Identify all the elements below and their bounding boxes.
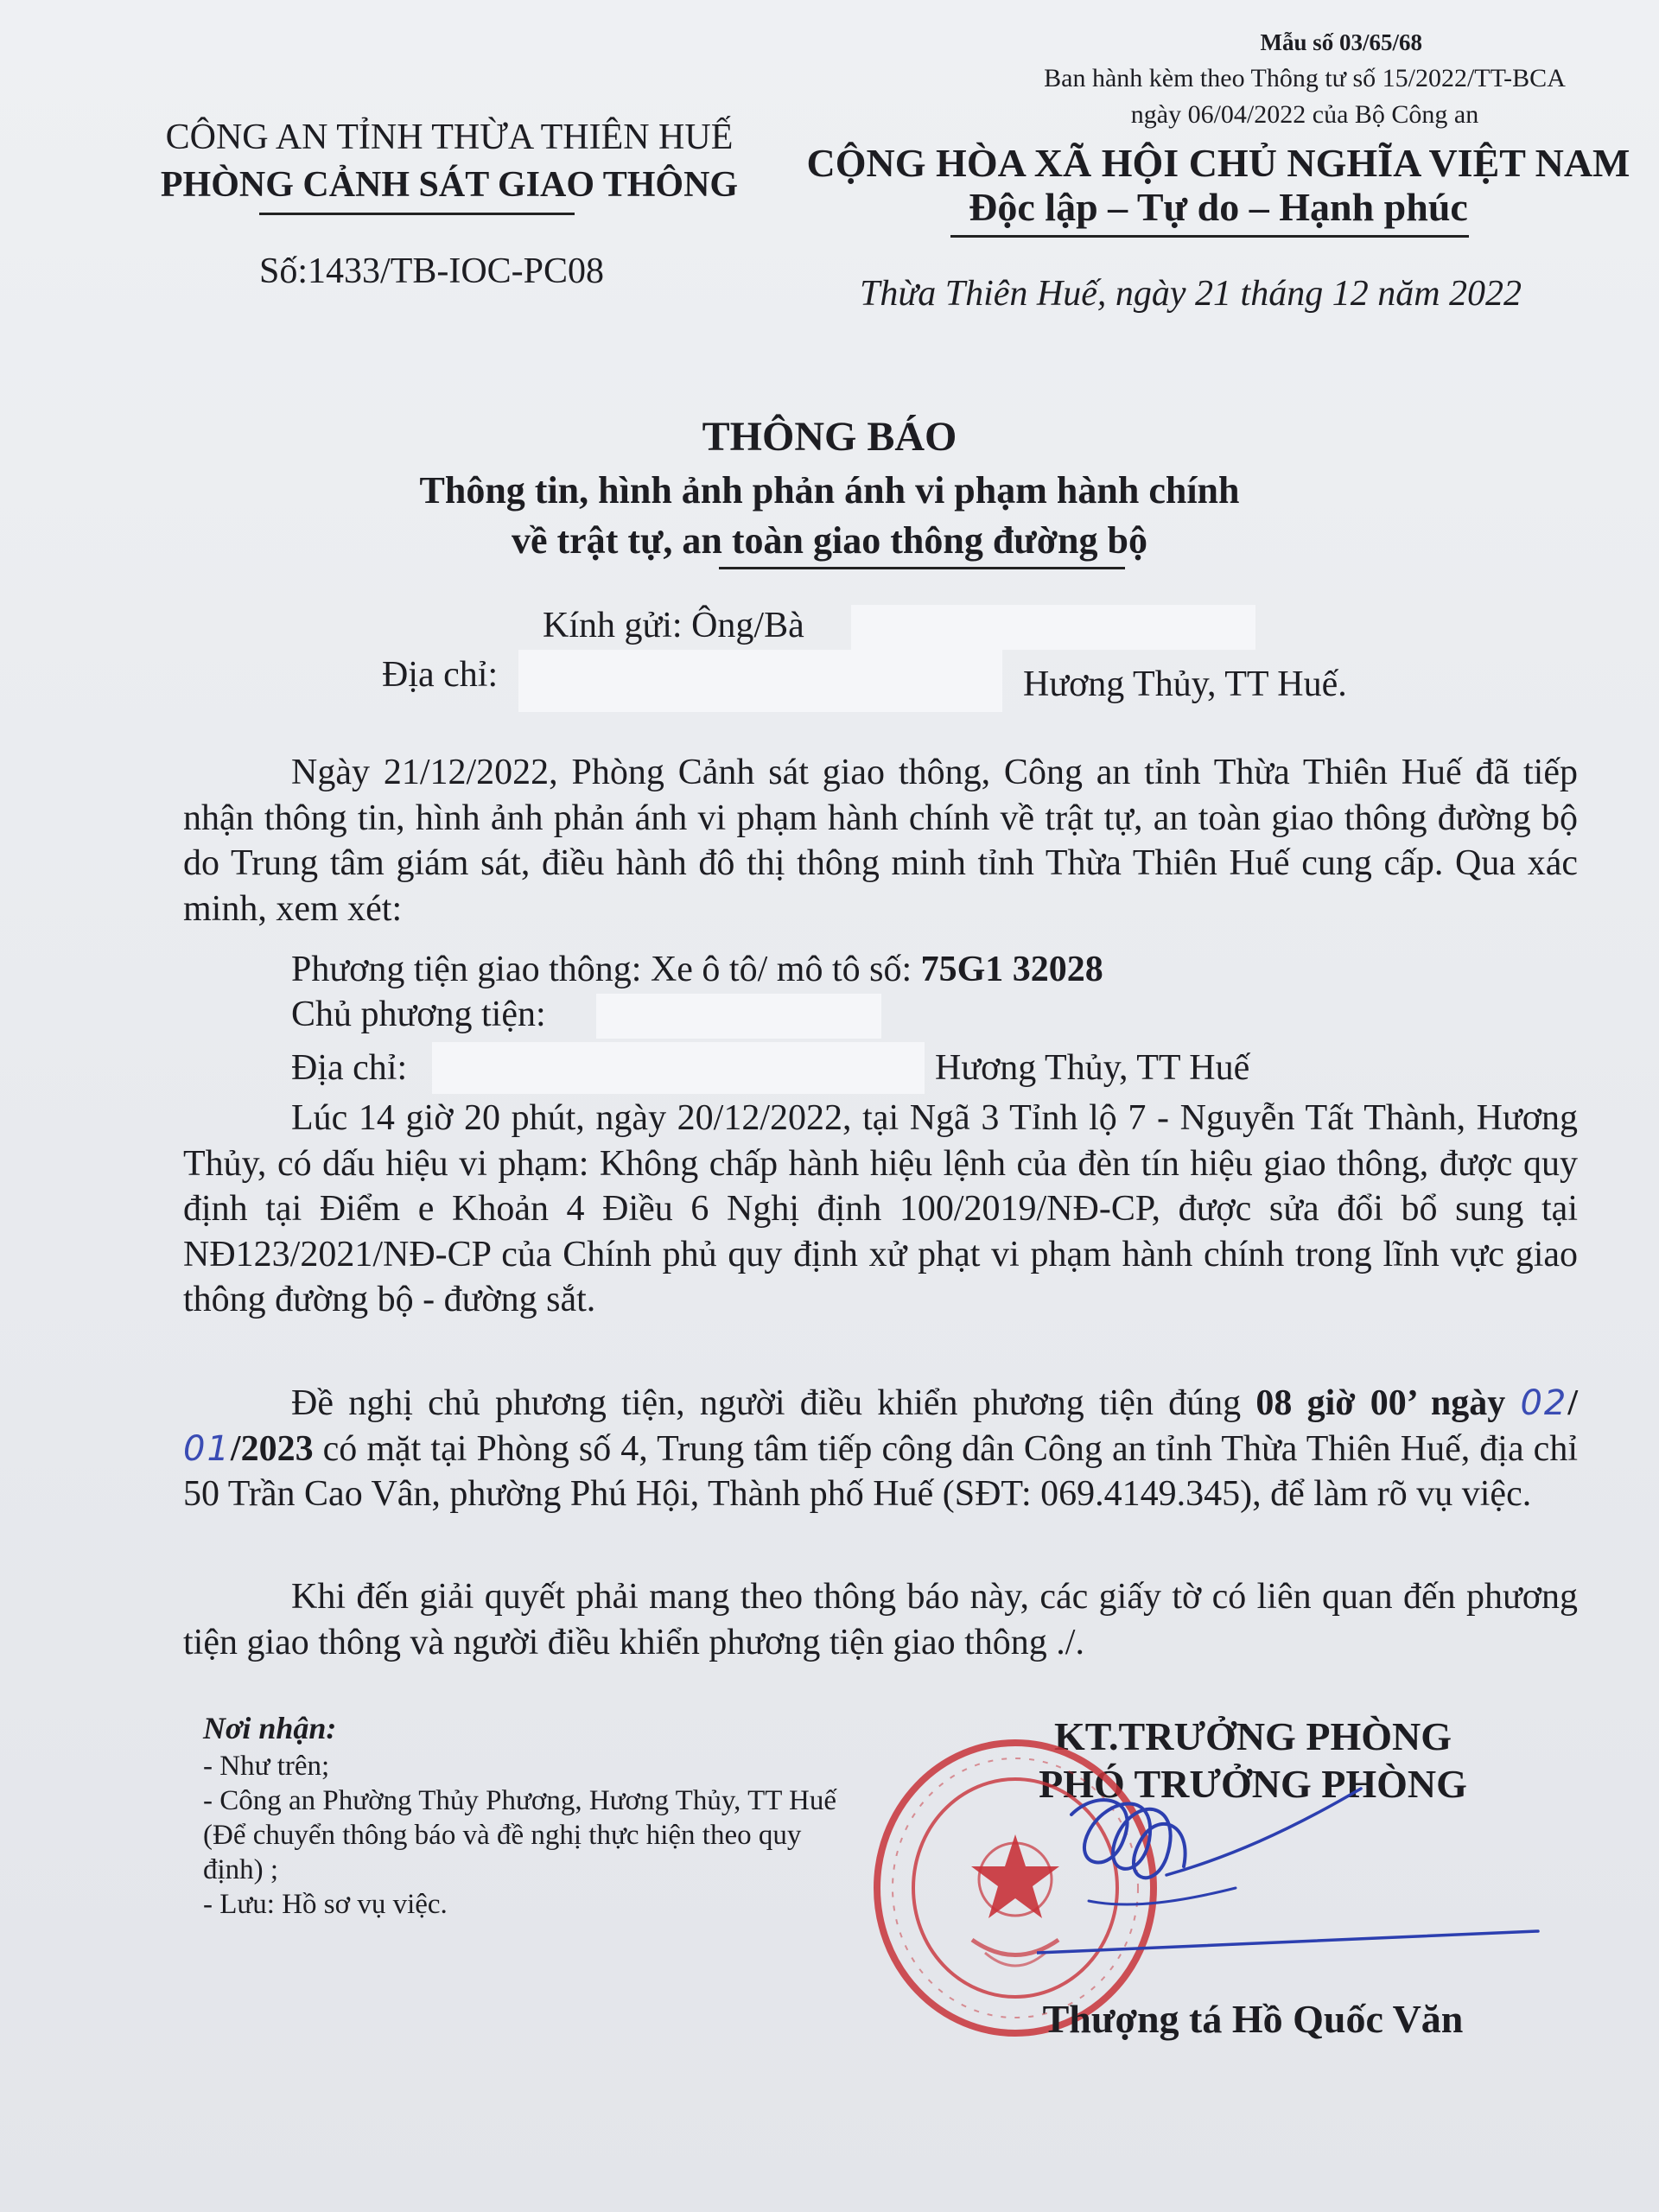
request-suffix: có mặt tại Phòng số 4, Trung tâm tiếp công dân Công an tỉnh Thừa Thiên Huế, địa chỉ 50 Trần Cao Vân, phường Phú Hội, Thành phố Huế (SĐT: 069.4149.345), để làm rõ vụ việc.: [183, 1428, 1578, 1514]
owner-line: [291, 994, 546, 1035]
agency-underline: [259, 213, 575, 215]
document-subtitle-line-2: về trật tự, an toàn giao thông đường bộ: [511, 519, 1147, 562]
signer-name: Thượng tá Hồ Quốc Văn: [1042, 1997, 1464, 2041]
redacted-address: [518, 650, 1002, 712]
form-issued-line-1: Ban hành kèm theo Thông tư số 15/2022/TT-BCA: [1044, 64, 1566, 92]
title-underline: [719, 567, 1125, 569]
addressee-salutation: Kính gửi: Ông/Bà: [543, 606, 804, 645]
intro-paragraph: [183, 750, 1578, 931]
request-prefix: Đề nghị chủ phương tiện, người điều khiển phương tiện đúng: [291, 1383, 1256, 1423]
handwritten-month: 01: [183, 1428, 231, 1469]
owner-address-label: Địa chỉ:: [291, 1048, 408, 1088]
agency-name: PHÒNG CẢNH SÁT GIAO THÔNG: [160, 165, 739, 205]
vehicle-plate: 75G1 32028: [920, 950, 1103, 989]
handwritten-signature: [1037, 1780, 1555, 1970]
place-date: Thừa Thiên Huế, ngày 21 tháng 12 năm 2022: [860, 274, 1522, 314]
recipients-block: [203, 1711, 860, 1922]
vehicle-label: Phương tiện giao thông: Xe ô tô/ mô tô số:: [291, 950, 921, 989]
recipient-item: - Công an Phường Thủy Phương, Hương Thủy, TT Huế (Để chuyển thông báo và đề nghị thực hiện theo quy định) ;: [203, 1785, 837, 1885]
redacted-owner: [596, 994, 881, 1039]
signature-title-line-2: PHÓ TRƯỞNG PHÒNG: [1039, 1762, 1467, 1806]
nation-motto: Độc lập – Tự do – Hạnh phúc: [969, 185, 1468, 229]
intro-text: Ngày 21/12/2022, Phòng Cảnh sát giao thông, Công an tỉnh Thừa Thiên Huế đã tiếp nhận thông tin, hình ảnh phản ánh vi phạm hành chính về trật tự, an toàn giao thông đường bộ do Trung tâm giám sát, điều hành đô thị thông minh tỉnh Thừa Thiên Huế cung cấp. Qua xác minh, xem xét:: [183, 753, 1578, 929]
address-label: Địa chỉ:: [382, 655, 499, 695]
violation-paragraph: [183, 1096, 1578, 1323]
request-time: 08 giờ 00’ ngày: [1255, 1383, 1521, 1423]
request-paragraph: [183, 1381, 1578, 1517]
redacted-name: [851, 605, 1255, 650]
document-subtitle-line-1: Thông tin, hình ảnh phản ánh vi phạm hành chính: [419, 469, 1240, 512]
violation-text: Lúc 14 giờ 20 phút, ngày 20/12/2022, tại Ngã 3 Tỉnh lộ 7 - Nguyễn Tất Thành, Hương Thủy, có dấu hiệu vi phạm: Không chấp hành hiệu lệnh của đèn tín hiệu giao thông, được quy định tại Điểm e Khoản 4 Điều 6 Nghị định 100/2019/NĐ-CP, được sửa đổi bổ sung tại NĐ123/2021/NĐ-CP của Chính phủ quy định xử phạt vi phạm hành chính trong lĩnh vực giao thông đường bộ - đường sắt.: [183, 1098, 1578, 1319]
form-code: Mẫu số 03/65/68: [1260, 29, 1422, 55]
agency-parent: CÔNG AN TỈNH THỪA THIÊN HUẾ: [165, 118, 734, 157]
address-tail: Hương Thủy, TT Huế.: [1023, 664, 1347, 704]
request-year: /2023: [230, 1428, 314, 1469]
nation-title: CỘNG HÒA XÃ HỘI CHỦ NGHĨA VIỆT NAM: [806, 141, 1630, 185]
document-number: Số:1433/TB-IOC-PC08: [259, 251, 605, 291]
closing-text: Khi đến giải quyết phải mang theo thông báo này, các giấy tờ có liên quan đến phương tiện giao thông và người điều khiển phương tiện giao thông ./.: [183, 1577, 1578, 1662]
vehicle-line: [291, 949, 1103, 990]
handwritten-day: 02: [1520, 1383, 1568, 1423]
owner-label: Chủ phương tiện:: [291, 995, 546, 1034]
recipient-item: - Lưu: Hồ sơ vụ việc.: [203, 1889, 448, 1920]
recipients-header: Nơi nhận:: [203, 1711, 337, 1745]
signature-title-line-1: KT.TRƯỞNG PHÒNG: [1054, 1714, 1452, 1758]
closing-paragraph: [183, 1574, 1578, 1665]
document-title: THÔNG BÁO: [702, 414, 957, 460]
date-separator: /: [1567, 1383, 1579, 1423]
motto-underline: [950, 235, 1469, 238]
recipient-item: - Như trên;: [203, 1751, 330, 1782]
owner-address-tail: Hương Thủy, TT Huế: [935, 1048, 1250, 1088]
form-issued-line-2: ngày 06/04/2022 của Bộ Công an: [1130, 100, 1479, 129]
redacted-owner-address: [432, 1042, 925, 1094]
